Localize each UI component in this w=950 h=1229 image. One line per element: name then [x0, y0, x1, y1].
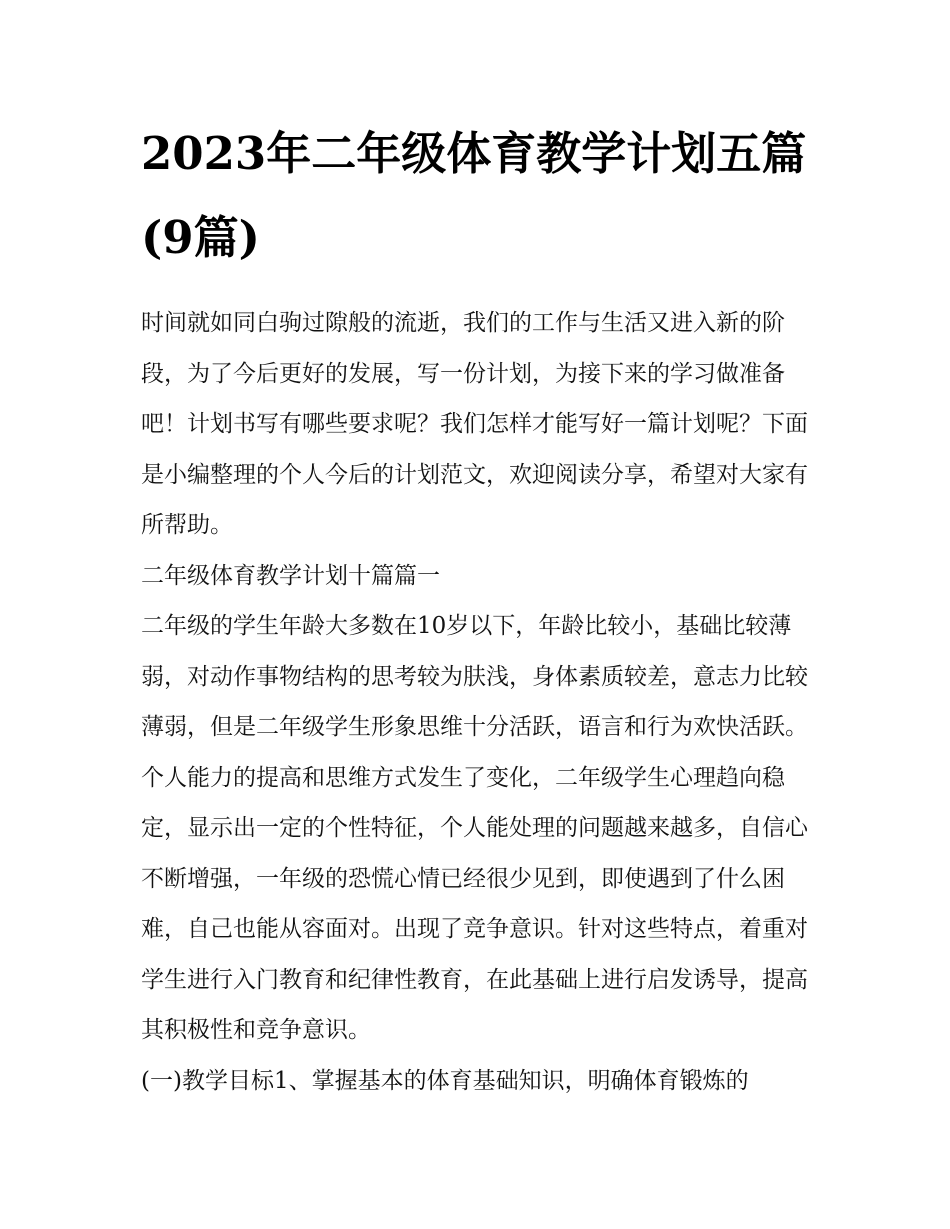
document-content [141, 112, 813, 1106]
document-title: 2023年二年级体育教学计划五篇(9篇) [141, 127, 807, 264]
body-paragraph: 二年级的学生年龄大多数在10岁以下，年龄比较小，基础比较薄弱，对动作事物结构的思考较为肤浅，身体素质较差，意志力比较薄弱，但是二年级学生形象思维十分活跃，语言和行为欢快活跃。个人能力的提高和思维方式发生了变化，二年级学生心理趋向稳定，显示出一定的个性特征，个人能处理的问题越来越多，自信心不断增强，一年级的恐慌心情已经很少见到，即使遇到了什么困难，自己也能从容面对。出现了竞争意识。针对这些特点，着重对学生进行入门教育和纪律性教育，在此基础上进行启发诱导，提高其积极性和竞争意识。 [141, 613, 808, 1043]
intro-paragraph: 时间就如同白驹过隙般的流逝，我们的工作与生活又进入新的阶段，为了今后更好的发展，写一份计划，为接下来的学习做准备吧！计划书写有哪些要求呢？我们怎样才能写好一篇计划呢？下面是小编整理的个人今后的计划范文，欢迎阅读分享，希望对大家有所帮助。 [141, 310, 808, 538]
teaching-goal-line: (一)教学目标1、掌握基本的体育基础知识，明确体育锻炼的 [141, 1067, 749, 1094]
section-heading: 二年级体育教学计划十篇篇一 [141, 562, 440, 589]
